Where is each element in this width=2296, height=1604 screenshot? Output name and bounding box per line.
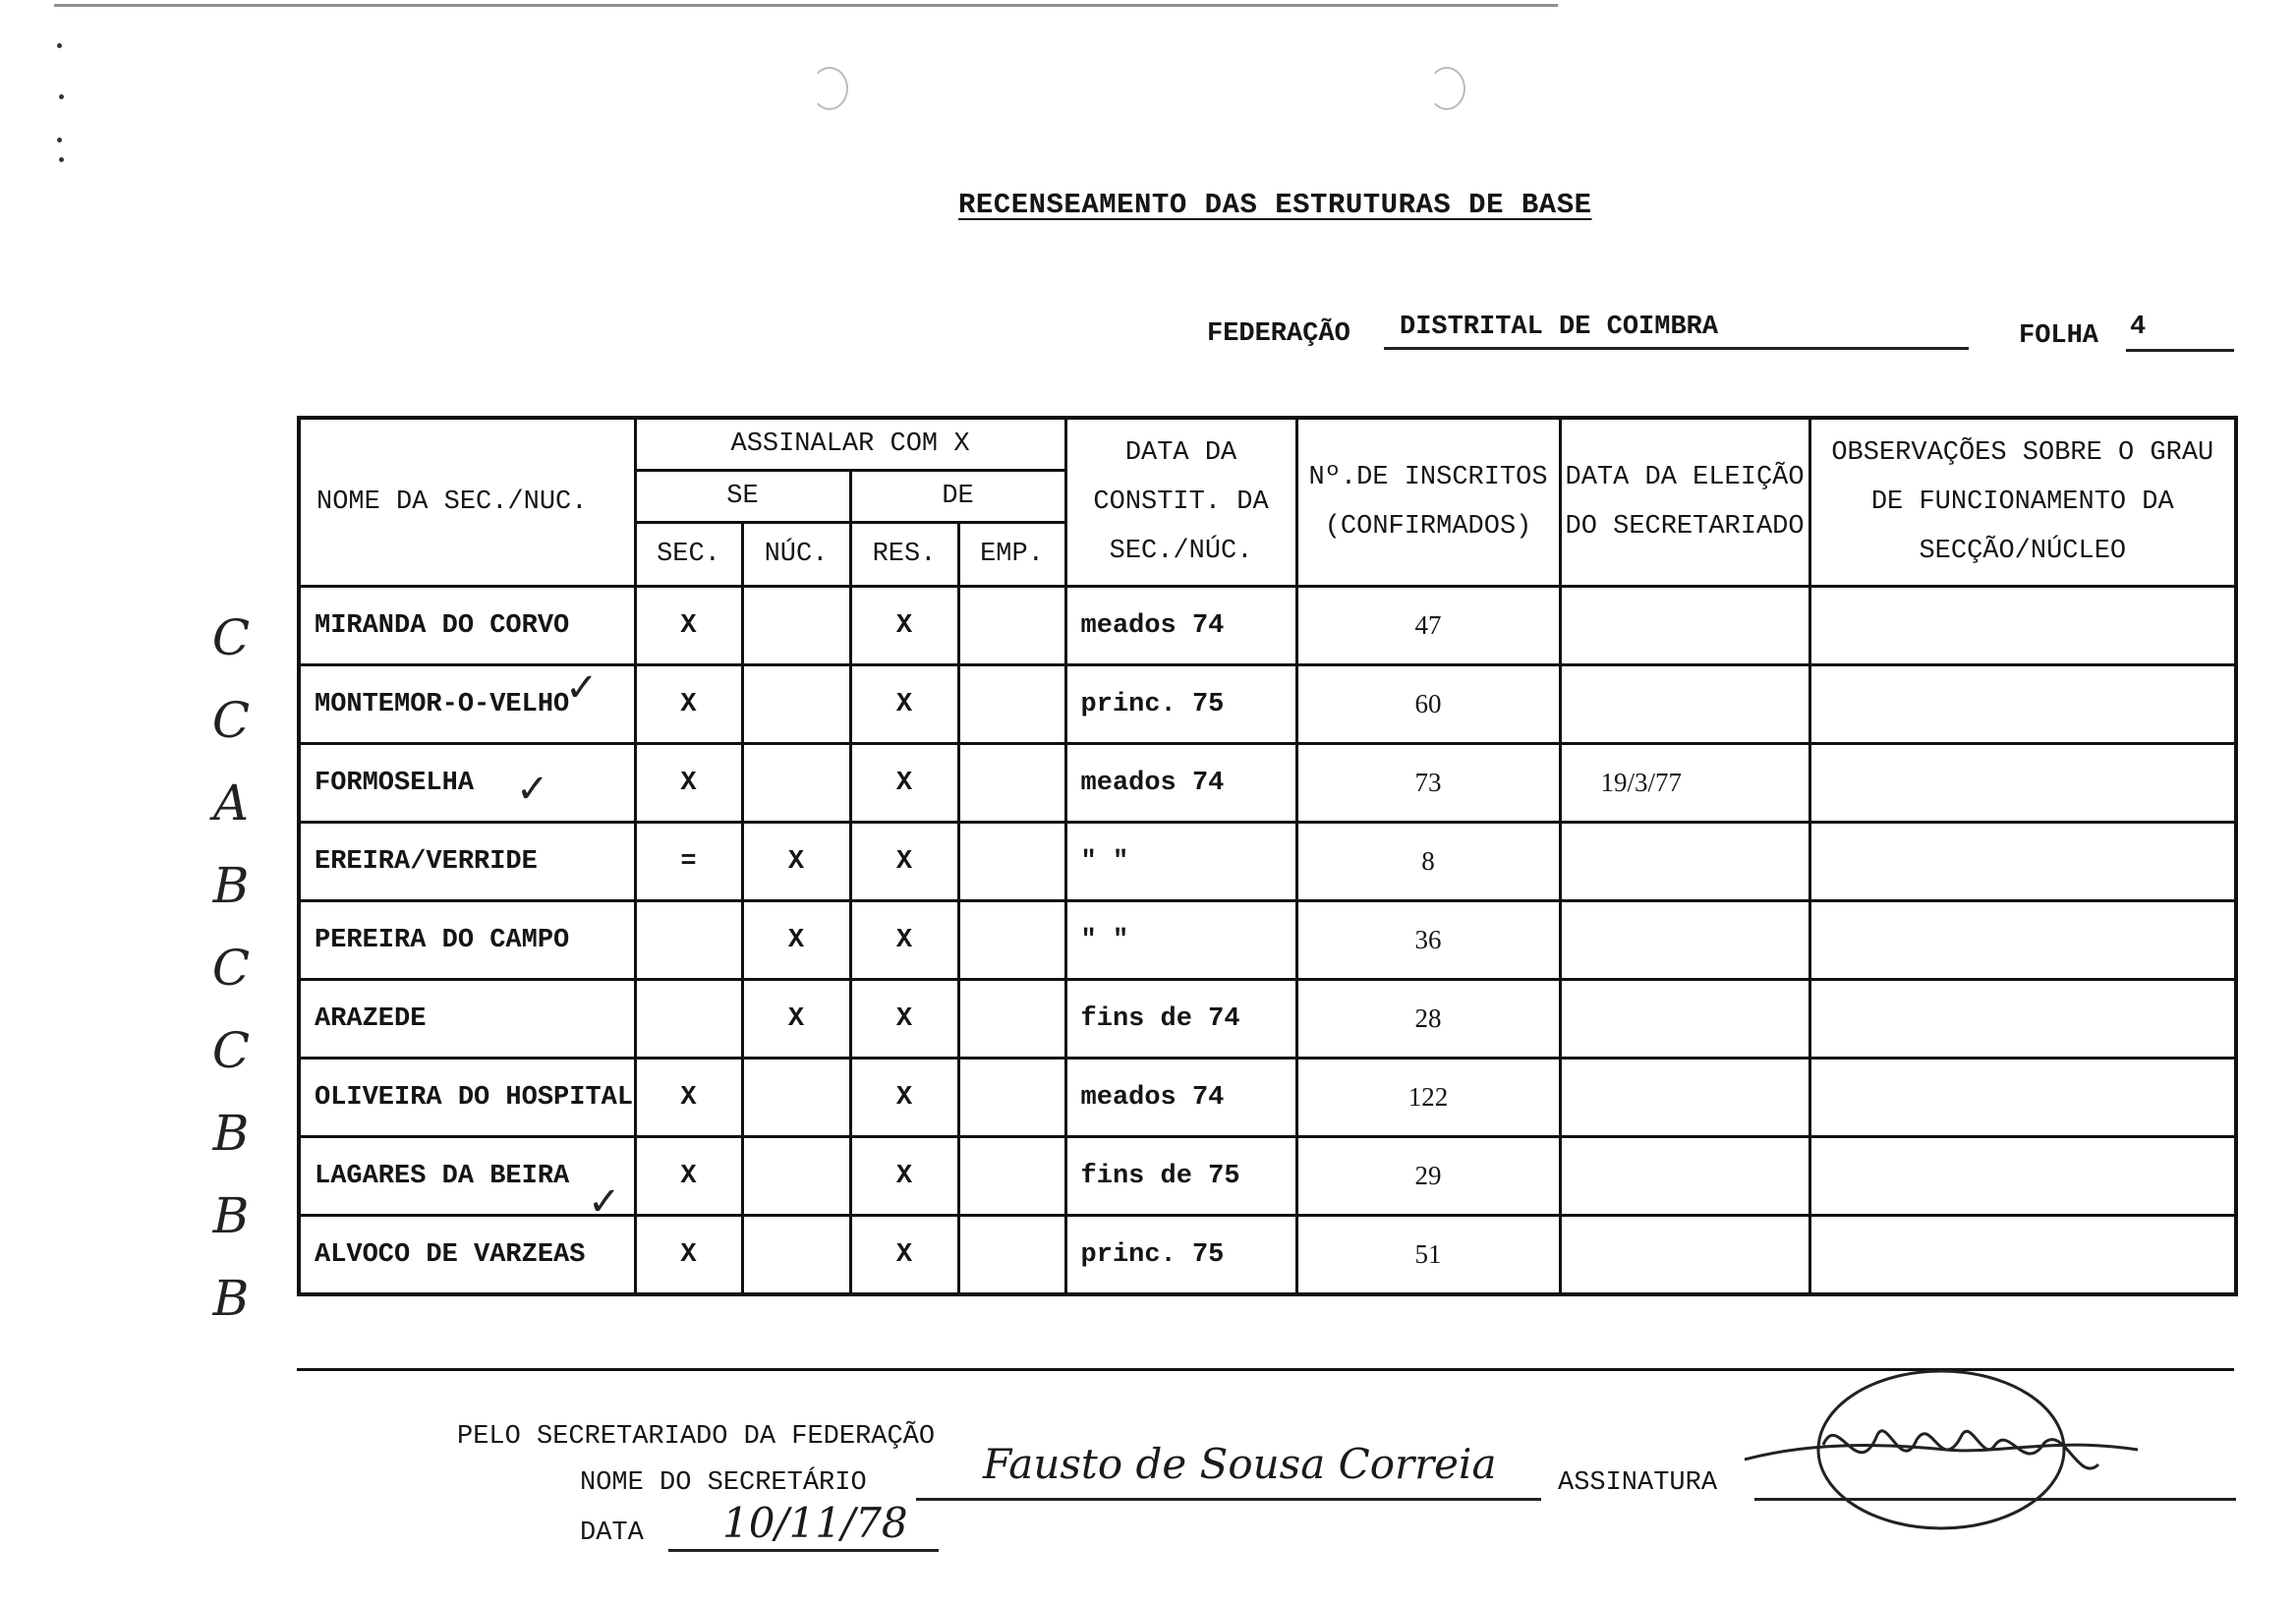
scan-speck [59,157,64,162]
row-res-mark: X [850,901,958,980]
margin-grade: B [212,1105,250,1162]
margin-grade: C [211,692,251,749]
row-observacoes [1809,587,2236,665]
scan-speck [59,94,64,99]
row-inscritos: 51 [1296,1216,1560,1295]
row-data-constit: fins de 75 [1065,1137,1296,1216]
row-sec-mark: X [635,1059,742,1137]
header-assinalar: ASSINALAR COM X [635,418,1065,471]
row-sec-mark: X [635,744,742,823]
federacao-label: FEDERAÇÃO [1207,319,1350,349]
punch-hole [811,67,848,110]
header-sec: SEC. [635,523,742,587]
header-data-constit: DATA DA CONSTIT. DA SEC./NÚC. [1065,418,1296,587]
row-inscritos: 73 [1296,744,1560,823]
check-mark: ✓ [588,1179,621,1225]
row-data-constit: meados 74 [1065,587,1296,665]
table-row [299,744,2236,823]
row-inscritos: 28 [1296,980,1560,1059]
row-emp-mark [958,587,1065,665]
row-sec-mark: X [635,1216,742,1295]
row-observacoes [1809,1216,2236,1295]
row-sec-mark: X [635,665,742,744]
row-nome: OLIVEIRA DO HOSPITAL [299,1059,635,1137]
margin-grade: B [212,1187,250,1244]
data-line [668,1549,939,1552]
margin-grade: B [212,857,250,914]
row-nome: PEREIRA DO CAMPO [299,901,635,980]
row-data-eleicao [1560,665,1809,744]
row-data-eleicao [1560,587,1809,665]
row-sec-mark [635,901,742,980]
row-data-constit: " " [1065,901,1296,980]
row-emp-mark [958,744,1065,823]
row-data-eleicao [1560,980,1809,1059]
signature-image [1730,1356,2152,1548]
row-nome: ARAZEDE [299,980,635,1059]
row-emp-mark [958,1137,1065,1216]
federacao-value: DISTRITAL DE COIMBRA [1384,313,1969,350]
row-res-mark: X [850,980,958,1059]
footer-pelo: PELO SECRETARIADO DA FEDERAÇÃO [457,1422,936,1452]
row-data-eleicao [1560,1216,1809,1295]
margin-grade: C [211,609,251,666]
margin-grade: B [212,1270,250,1327]
row-inscritos: 122 [1296,1059,1560,1137]
header-emp: EMP. [958,523,1065,587]
footer-assinatura-label: ASSINATURA [1558,1468,1718,1498]
row-nome: FORMOSELHA [299,744,635,823]
row-observacoes [1809,1137,2236,1216]
row-data-constit: princ. 75 [1065,1216,1296,1295]
row-sec-mark [635,980,742,1059]
row-observacoes [1809,744,2236,823]
header-se: SE [635,471,850,523]
header-res: RES. [850,523,958,587]
row-res-mark: X [850,823,958,901]
secretary-name: Fausto de Sousa Correia [983,1440,1497,1488]
row-inscritos: 36 [1296,901,1560,980]
row-emp-mark [958,665,1065,744]
row-data-eleicao [1560,823,1809,901]
row-nuc-mark [742,1137,850,1216]
row-sec-mark: = [635,823,742,901]
header-inscritos: Nº.DE INSCRITOS (CONFIRMADOS) [1296,418,1560,587]
row-res-mark: X [850,744,958,823]
row-observacoes [1809,901,2236,980]
row-inscritos: 60 [1296,665,1560,744]
folha-value: 4 [2126,313,2234,352]
row-nome: MONTEMOR-O-VELHO [299,665,635,744]
row-inscritos: 47 [1296,587,1560,665]
row-nome: MIRANDA DO CORVO [299,587,635,665]
row-nuc-mark: X [742,823,850,901]
table-row [299,1216,2236,1295]
row-emp-mark [958,980,1065,1059]
row-data-eleicao [1560,901,1809,980]
header-observacoes: OBSERVAÇÕES SOBRE O GRAU DE FUNCIONAMENTO DA SECÇÃO/NÚCLEO [1809,418,2236,587]
header-de: DE [850,471,1065,523]
row-data-eleicao [1560,1137,1809,1216]
row-res-mark: X [850,587,958,665]
footer-data-label: DATA [580,1518,644,1548]
row-nuc-mark [742,1216,850,1295]
row-emp-mark [958,1059,1065,1137]
row-nome: ALVOCO DE VARZEAS [299,1216,635,1295]
table-row [299,901,2236,980]
check-mark: ✓ [565,665,599,711]
table-row [299,1059,2236,1137]
row-nuc-mark [742,1059,850,1137]
row-res-mark: X [850,1137,958,1216]
row-data-constit: meados 74 [1065,744,1296,823]
row-data-constit: " " [1065,823,1296,901]
row-nuc-mark: X [742,901,850,980]
signed-date: 10/11/78 [722,1499,908,1547]
margin-grade: C [211,940,251,997]
table-row [299,823,2236,901]
row-observacoes [1809,980,2236,1059]
header-nome: NOME DA SEC./NUC. [299,418,635,587]
page-top-edge [54,4,1558,7]
punch-hole [1428,67,1465,110]
document-title: RECENSEAMENTO DAS ESTRUTURAS DE BASE [958,189,1592,221]
check-mark: ✓ [516,767,549,812]
row-inscritos: 29 [1296,1137,1560,1216]
row-data-constit: princ. 75 [1065,665,1296,744]
table-row [299,587,2236,665]
row-emp-mark [958,823,1065,901]
row-res-mark: X [850,1216,958,1295]
row-nuc-mark [742,587,850,665]
row-emp-mark [958,901,1065,980]
row-emp-mark [958,1216,1065,1295]
table-row [299,980,2236,1059]
row-inscritos: 8 [1296,823,1560,901]
row-res-mark: X [850,1059,958,1137]
nome-line [916,1498,1541,1501]
margin-grade: C [211,1022,251,1079]
row-nome: EREIRA/VERRIDE [299,823,635,901]
row-observacoes [1809,1059,2236,1137]
row-data-eleicao: 19/3/77 [1560,744,1809,823]
row-observacoes [1809,665,2236,744]
scan-speck [57,138,62,143]
row-nuc-mark [742,665,850,744]
row-res-mark: X [850,665,958,744]
row-nuc-mark: X [742,980,850,1059]
row-nome: LAGARES DA BEIRA [299,1137,635,1216]
row-sec-mark: X [635,587,742,665]
row-nuc-mark [742,744,850,823]
row-data-constit: fins de 74 [1065,980,1296,1059]
row-observacoes [1809,823,2236,901]
scan-speck [57,43,62,48]
header-nuc: NÚC. [742,523,850,587]
header-data-eleicao: DATA DA ELEIÇÃO DO SECRETARIADO [1560,418,1809,587]
row-data-constit: meados 74 [1065,1059,1296,1137]
folha-label: FOLHA [2019,321,2099,351]
row-sec-mark: X [635,1137,742,1216]
census-table [297,416,2238,1296]
footer-nome-label: NOME DO SECRETÁRIO [580,1468,867,1498]
row-data-eleicao [1560,1059,1809,1137]
margin-grade: A [212,774,250,831]
